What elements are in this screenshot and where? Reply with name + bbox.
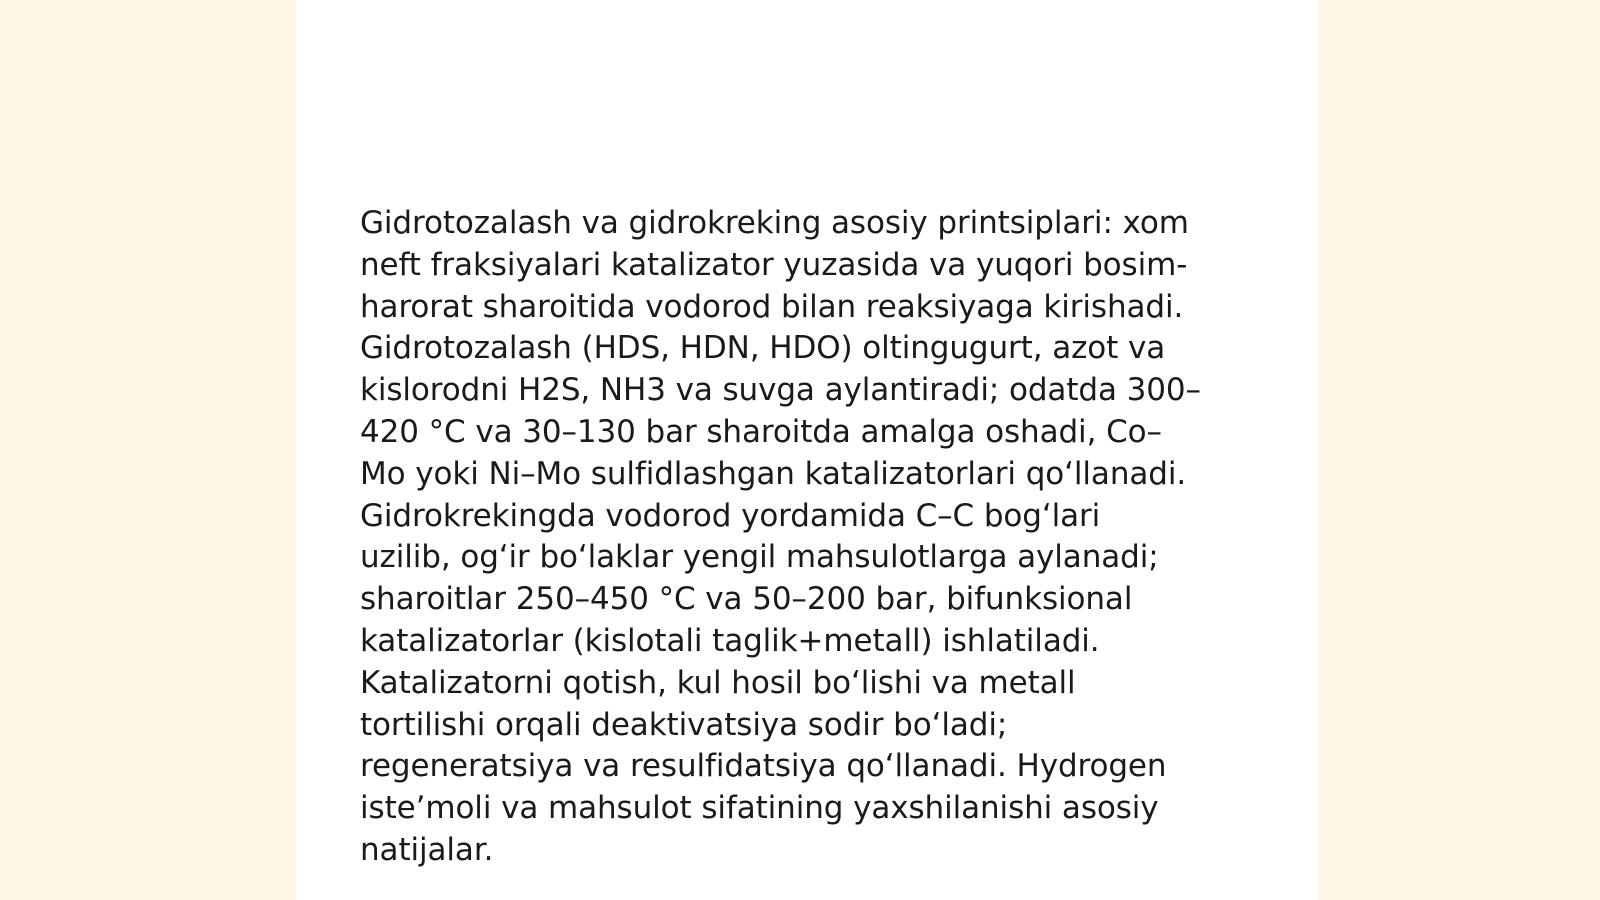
text-line: katalizatorlar (kislotali taglik+metall) ishlatiladi.	[360, 622, 1100, 659]
text-line: kislorodni H2S, NH3 va suvga aylantiradi; odatda 300–	[360, 372, 1201, 409]
text-line: regeneratsiya va resulfidatsiya qoʻllanadi. Hydrogen	[360, 748, 1167, 785]
text-line: Katalizatorni qotish, kul hosil boʻlishi va metall	[360, 664, 1076, 701]
slide-page	[296, 0, 1318, 900]
slide-body-text	[360, 203, 1260, 872]
text-line: Mo yoki Ni–Mo sulfidlashgan katalizatorlari qoʻllanadi.	[360, 455, 1187, 492]
text-line: 420 °C va 30–130 bar sharoitda amalga oshadi, Co–	[360, 413, 1162, 450]
text-line: natijalar.	[360, 831, 494, 868]
text-line: uzilib, ogʻir boʻlaklar yengil mahsulotlarga aylanadi;	[360, 539, 1159, 576]
text-line: sharoitlar 250–450 °C va 50–200 bar, bifunksional	[360, 581, 1133, 618]
text-line: tortilishi orqali deaktivatsiya sodir boʻladi;	[360, 706, 1008, 743]
text-line: Gidrokrekingda vodorod yordamida C–C bogʻlari	[360, 497, 1101, 534]
text-line: Gidrotozalash va gidrokreking asosiy printsiplari: xom	[360, 205, 1189, 241]
text-line: neft fraksiyalari katalizator yuzasida va yuqori bosim-	[360, 246, 1188, 283]
text-line: harorat sharoitida vodorod bilan reaksiyaga kirishadi.	[360, 288, 1184, 325]
text-line: iste’moli va mahsulot sifatining yaxshilanishi asosiy	[360, 790, 1159, 827]
text-line: Gidrotozalash (HDS, HDN, HDO) oltingugurt, azot va	[360, 330, 1166, 367]
